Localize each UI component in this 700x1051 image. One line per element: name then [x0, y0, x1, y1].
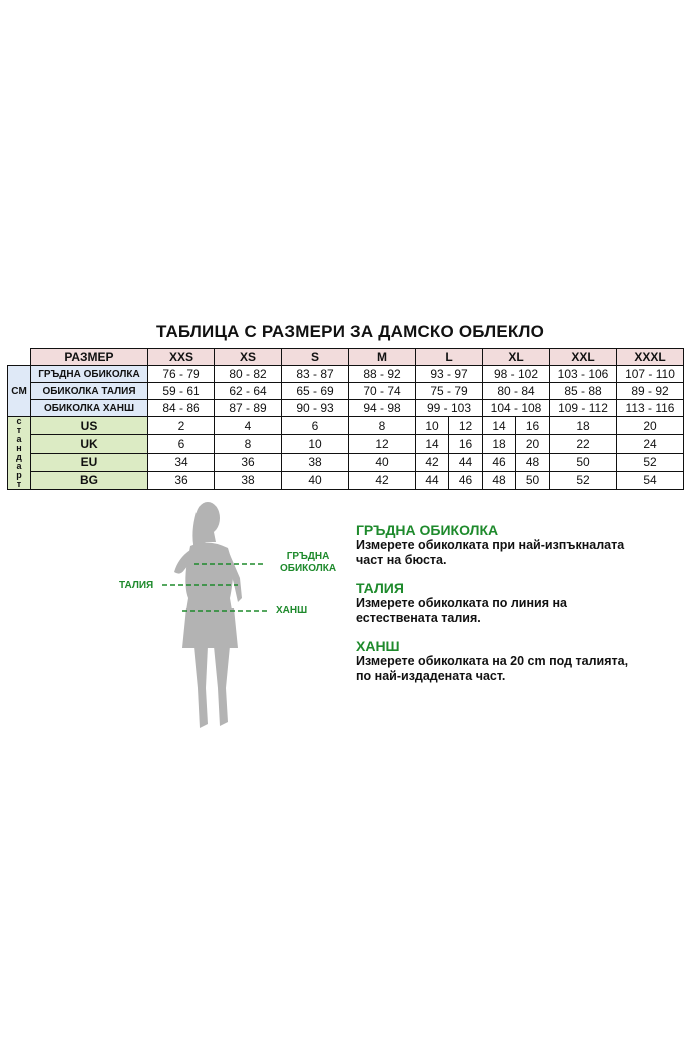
table-cell: 48 — [516, 453, 550, 471]
table-cell: 94 - 98 — [349, 400, 416, 417]
legend-waist-line2: естествената талия. — [356, 611, 481, 625]
table-cell: 34 — [148, 453, 215, 471]
table-cell: 16 — [516, 417, 550, 435]
table-cell: 70 - 74 — [349, 383, 416, 400]
table-cell: 6 — [148, 435, 215, 453]
chart-title: ТАБЛИЦА С РАЗМЕРИ ЗА ДАМСКО ОБЛЕКЛО — [155, 322, 545, 341]
row-label-eu: EU — [31, 453, 148, 471]
legend-bust-heading: ГРЪДНА ОБИКОЛКА — [356, 522, 499, 538]
table-cell: 75 - 79 — [416, 383, 483, 400]
size-xxl: XXL — [550, 349, 617, 366]
table-cell: 22 — [550, 435, 617, 453]
standard-label-letter: а — [16, 461, 22, 471]
legend-waist-heading: ТАЛИЯ — [356, 580, 404, 596]
table-cell: 38 — [215, 471, 282, 489]
legend-hips — [356, 638, 628, 684]
table-cell: 18 — [550, 417, 617, 435]
legend-bust — [356, 522, 624, 568]
table-cell: 20 — [617, 417, 684, 435]
table-cell: 65 - 69 — [282, 383, 349, 400]
table-cell: 113 - 116 — [617, 400, 684, 417]
table-cell: 89 - 92 — [617, 383, 684, 400]
table-cell: 40 — [349, 453, 416, 471]
table-cell: 18 — [483, 435, 516, 453]
size-xxs: XXS — [148, 349, 215, 366]
table-cell: 14 — [483, 417, 516, 435]
size-m: M — [349, 349, 416, 366]
table-cell: 85 - 88 — [550, 383, 617, 400]
table-cell: 10 — [416, 417, 449, 435]
table-cell: 10 — [282, 435, 349, 453]
hips-label: ХАНШ — [276, 605, 308, 616]
legend-bust-line2: част на бюста. — [356, 553, 447, 567]
table-cell: 109 - 112 — [550, 400, 617, 417]
legend-hips-line1: Измерете обиколката на 20 cm под талията, — [356, 654, 629, 668]
table-cell: 48 — [483, 471, 516, 489]
standard-label-letter: с — [16, 416, 22, 426]
table-cell: 99 - 103 — [416, 400, 483, 417]
table-cell: 36 — [148, 471, 215, 489]
table-cell: 12 — [349, 435, 416, 453]
table-cell: 20 — [516, 435, 550, 453]
waist-label: ТАЛИЯ — [119, 580, 154, 591]
table-cell: 4 — [215, 417, 282, 435]
bust-label-line2: ОБИКОЛКА — [280, 563, 337, 574]
size-xxxl: XXXL — [617, 349, 684, 366]
row-label-bust: ГРЪДНА ОБИКОЛКА — [31, 366, 148, 383]
row-label-waist: ОБИКОЛКА ТАЛИЯ — [31, 383, 148, 400]
standard-label-letter: д — [16, 452, 22, 462]
table-cell: 40 — [282, 471, 349, 489]
table-cell: 104 - 108 — [483, 400, 550, 417]
table-cell: 50 — [516, 471, 550, 489]
table-cell: 88 - 92 — [349, 366, 416, 383]
table-cell: 2 — [148, 417, 215, 435]
row-label-hips: ОБИКОЛКА ХАНШ — [31, 400, 148, 417]
table-cell: 80 - 82 — [215, 366, 282, 383]
size-header-label: РАЗМЕР — [31, 349, 148, 366]
table-cell: 90 - 93 — [282, 400, 349, 417]
standard-label-letter: а — [16, 434, 22, 444]
bust-label-line1: ГРЪДНА — [286, 551, 330, 562]
size-xl: XL — [483, 349, 550, 366]
table-cell: 59 - 61 — [148, 383, 215, 400]
table-cell: 46 — [449, 471, 483, 489]
legend-hips-line2: по най-издадената част. — [356, 669, 506, 683]
table-cell: 107 - 110 — [617, 366, 684, 383]
size-xs: XS — [215, 349, 282, 366]
table-cell: 62 - 64 — [215, 383, 282, 400]
cm-group-label: CM — [8, 366, 31, 417]
table-cell: 12 — [449, 417, 483, 435]
table-cell: 46 — [483, 453, 516, 471]
table-cell: 8 — [215, 435, 282, 453]
table-cell: 24 — [617, 435, 684, 453]
table-cell: 8 — [349, 417, 416, 435]
row-label-us: US — [31, 417, 148, 435]
table-cell: 76 - 79 — [148, 366, 215, 383]
table-cell: 50 — [550, 453, 617, 471]
table-cell: 14 — [416, 435, 449, 453]
row-label-bg: BG — [31, 471, 148, 489]
table-cell: 44 — [449, 453, 483, 471]
table-cell: 42 — [416, 453, 449, 471]
legend-waist — [356, 580, 567, 626]
legend-waist-line1: Измерете обиколката по линия на — [356, 596, 567, 610]
standard-label-letter: т — [16, 479, 22, 489]
bust-label — [280, 551, 336, 575]
standard-label-letter: р — [16, 470, 22, 480]
standard-label-letter: н — [16, 443, 22, 453]
table-cell: 83 - 87 — [282, 366, 349, 383]
size-s: S — [282, 349, 349, 366]
table-cell: 6 — [282, 417, 349, 435]
table-cell: 52 — [550, 471, 617, 489]
table-cell: 54 — [617, 471, 684, 489]
table-cell: 36 — [215, 453, 282, 471]
table-cell: 44 — [416, 471, 449, 489]
table-cell: 42 — [349, 471, 416, 489]
size-l: L — [416, 349, 483, 366]
legend-hips-heading: ХАНШ — [356, 638, 400, 654]
table-cell: 80 - 84 — [483, 383, 550, 400]
table-cell: 87 - 89 — [215, 400, 282, 417]
legend-bust-line1: Измерете обиколката при най-изпъкналата — [356, 538, 625, 552]
table-cell: 52 — [617, 453, 684, 471]
row-label-uk: UK — [31, 435, 148, 453]
table-cell: 84 - 86 — [148, 400, 215, 417]
standard-label-letter: т — [16, 425, 22, 435]
table-cell: 103 - 106 — [550, 366, 617, 383]
table-cell: 98 - 102 — [483, 366, 550, 383]
table-cell: 16 — [449, 435, 483, 453]
table-cell: 38 — [282, 453, 349, 471]
table-cell: 93 - 97 — [416, 366, 483, 383]
